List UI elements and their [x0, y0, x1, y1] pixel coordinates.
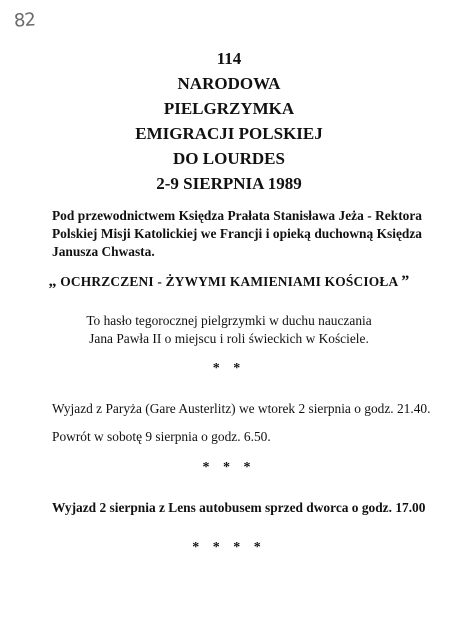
- motto-close-quote: ”: [401, 273, 410, 290]
- separator-four-stars: * * * *: [192, 540, 266, 555]
- departure-paris-text: Wyjazd z Paryża (Gare Austerlitz) we wtorek 2 sierpnia o godz. 21.40.: [52, 401, 431, 416]
- return-text: Powrót w sobotę 9 sierpnia o godz. 6.50.: [52, 429, 271, 444]
- motto-text: OCHRZCZENI - ŻYWYMI KAMIENIAMI KOŚCIOŁA: [60, 274, 398, 289]
- title-dates: 2-9 SIERPNIA 1989: [156, 174, 302, 193]
- handwritten-page-number: 82: [13, 9, 36, 32]
- motto-open-quote: „: [48, 273, 57, 290]
- title-line-emigracji: EMIGRACJI POLSKIEJ: [135, 124, 323, 143]
- slogan-line-1: To hasło tegorocznej pielgrzymki w duchu nauczania: [86, 313, 372, 328]
- title-line-pielgrzymka: PIELGRZYMKA: [163, 99, 295, 118]
- slogan-line-2: Jana Pawła II o miejscu i roli świeckich w Kościele.: [89, 331, 369, 346]
- intro-paragraph: Pod przewodnictwem Księdza Prałata Stanisława Jeża - Rektora Polskiej Misji Katolickiej we Francji i opieką duchowną Księdza Janusza Chwasta.: [52, 208, 422, 259]
- title-number: 114: [216, 49, 242, 68]
- motto: [0, 273, 458, 291]
- separator-two-stars: * *: [212, 361, 246, 376]
- title-line-narodowa: NARODOWA: [177, 74, 281, 93]
- slogan-description: [0, 312, 458, 348]
- separator-three-stars: * * *: [202, 460, 256, 475]
- document-title: [0, 46, 458, 196]
- departure-lens-text: Wyjazd 2 sierpnia z Lens autobusem sprzed dworca o godz. 17.00: [52, 500, 426, 515]
- title-line-lourdes: DO LOURDES: [173, 149, 285, 168]
